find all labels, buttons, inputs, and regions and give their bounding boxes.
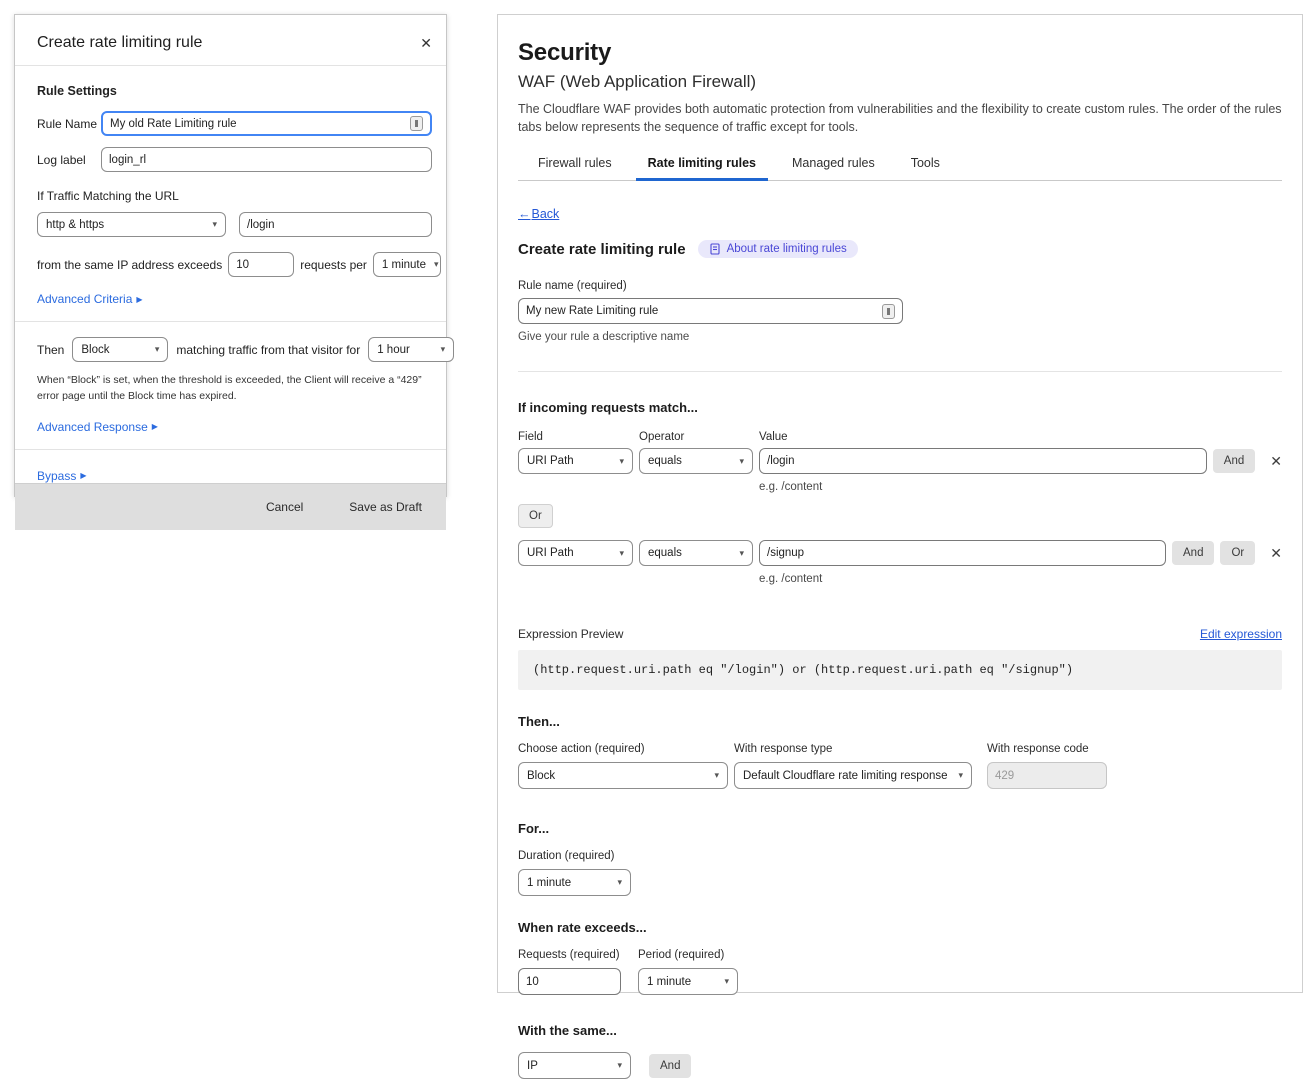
dialog-header bbox=[15, 15, 446, 66]
remove-condition-icon[interactable]: ✕ bbox=[1270, 452, 1282, 469]
triangle-right-icon: ▶ bbox=[136, 294, 143, 304]
chevron-down-icon: ▾ bbox=[440, 344, 446, 354]
divider bbox=[15, 449, 446, 450]
arrow-left-icon: ← bbox=[518, 207, 531, 222]
and-button[interactable]: And bbox=[1172, 541, 1214, 565]
field-column-label: Field bbox=[518, 431, 543, 444]
threshold-row bbox=[37, 252, 439, 277]
response-type-column bbox=[734, 743, 972, 789]
action-select[interactable]: Block ▾ bbox=[72, 337, 168, 362]
action-select[interactable]: Block ▾ bbox=[518, 762, 728, 789]
then-suffix-text: matching traffic from that visitor for bbox=[176, 342, 361, 357]
expression-code: (http.request.uri.path eq "/login") or (http.request.uri.path eq "/signup") bbox=[518, 650, 1282, 690]
doc-icon bbox=[709, 243, 721, 255]
requests-field-wrap bbox=[228, 252, 294, 277]
log-label-input[interactable] bbox=[109, 154, 424, 166]
chevron-down-icon: ▾ bbox=[619, 547, 624, 558]
requests-column bbox=[518, 949, 621, 995]
value-input[interactable] bbox=[767, 547, 1158, 559]
value-field-wrap bbox=[759, 540, 1166, 566]
value-field-wrap bbox=[759, 448, 1207, 474]
rule-name-label: Rule Name bbox=[37, 116, 98, 131]
operator-select[interactable]: equals ▾ bbox=[639, 540, 753, 566]
page-description: The Cloudflare WAF provides both automatic protection from vulnerabilities and the flexibility to create custom rules. The order of the rules tabs below represents the sequence of traffic except for tools. bbox=[518, 102, 1282, 135]
remove-condition-icon[interactable]: ✕ bbox=[1270, 544, 1282, 561]
dialog-body bbox=[15, 66, 446, 483]
and-button[interactable]: And bbox=[1213, 449, 1255, 473]
then-columns bbox=[518, 743, 1282, 789]
autofill-icon bbox=[410, 116, 423, 131]
cancel-button[interactable]: Cancel bbox=[265, 499, 304, 514]
back-link[interactable]: ← Back bbox=[518, 207, 560, 222]
rule-name-field-wrap bbox=[101, 111, 432, 136]
chevron-down-icon: ▾ bbox=[617, 877, 622, 888]
rule-name-input[interactable] bbox=[110, 118, 410, 130]
chevron-down-icon: ▾ bbox=[739, 455, 744, 466]
period-label: Period (required) bbox=[638, 949, 725, 962]
requests-label: Requests (required) bbox=[518, 949, 620, 962]
page-title: Security bbox=[518, 39, 612, 66]
then-label: Then bbox=[37, 342, 65, 357]
log-label-row bbox=[37, 147, 432, 172]
advanced-criteria-link[interactable]: Advanced Criteria ▶ bbox=[37, 292, 143, 306]
divider bbox=[15, 321, 446, 322]
close-icon[interactable]: ✕ bbox=[420, 35, 432, 51]
edit-expression-link[interactable]: Edit expression bbox=[1199, 627, 1282, 642]
dialog-footer bbox=[15, 483, 446, 530]
rule-name-block bbox=[518, 280, 1282, 343]
or-connector-wrap bbox=[518, 504, 1282, 528]
chevron-down-icon: ▾ bbox=[739, 547, 744, 558]
response-code-column bbox=[987, 743, 1107, 789]
url-match-row bbox=[37, 212, 432, 237]
duration-columns bbox=[518, 850, 1282, 896]
value-hint-text: e.g. /content bbox=[759, 481, 823, 494]
operator-column-label: Operator bbox=[639, 431, 685, 444]
period-column bbox=[638, 949, 738, 995]
scheme-select[interactable]: http & https ▾ bbox=[37, 212, 226, 237]
period-select[interactable]: 1 minute ▾ bbox=[638, 968, 738, 995]
url-field-wrap bbox=[239, 212, 432, 237]
same-heading: With the same... bbox=[518, 1023, 617, 1039]
log-label-label: Log label bbox=[37, 152, 86, 167]
response-code-label: With response code bbox=[987, 743, 1089, 756]
rate-heading: When rate exceeds... bbox=[518, 920, 647, 936]
rule-name-field-wrap bbox=[518, 298, 903, 324]
action-column bbox=[518, 743, 728, 789]
chevron-down-icon: ▾ bbox=[434, 259, 439, 269]
requests-input[interactable] bbox=[236, 259, 286, 271]
block-note-text: When “Block” is set, when the threshold is exceeded, the Client will receive a “429” error page until the Block time has expired. bbox=[37, 374, 422, 403]
for-heading: For... bbox=[518, 821, 550, 837]
divider bbox=[518, 371, 1282, 372]
advanced-response-link[interactable]: Advanced Response ▶ bbox=[37, 419, 158, 434]
form-title-row bbox=[518, 240, 1282, 258]
action-label: Choose action (required) bbox=[518, 743, 645, 756]
security-waf-panel bbox=[497, 14, 1303, 1072]
expression-header bbox=[518, 627, 1282, 641]
exceeds-prefix-text: from the same IP address exceeds bbox=[37, 257, 223, 272]
then-heading: Then... bbox=[518, 714, 560, 730]
operator-select[interactable]: equals ▾ bbox=[639, 448, 753, 474]
rule-name-help-text: Give your rule a descriptive name bbox=[518, 331, 690, 344]
period-select[interactable]: 1 minute ▾ bbox=[373, 252, 441, 277]
chevron-down-icon: ▾ bbox=[724, 976, 729, 987]
field-select[interactable]: URI Path ▾ bbox=[518, 448, 633, 474]
rule-name-label: Rule name (required) bbox=[518, 280, 627, 293]
tab-firewall-rules[interactable]: Firewall rules bbox=[538, 156, 612, 171]
chevron-down-icon: ▾ bbox=[154, 344, 160, 354]
or-button[interactable]: Or bbox=[1220, 541, 1255, 565]
duration-select[interactable]: 1 minute ▾ bbox=[518, 869, 631, 896]
duration-column bbox=[518, 850, 631, 896]
response-type-select[interactable]: Default Cloudflare rate limiting response ▾ bbox=[734, 762, 972, 789]
condition-column-labels bbox=[518, 431, 1282, 443]
bypass-link[interactable]: Bypass ▶ bbox=[37, 468, 87, 483]
about-rate-limiting-rules-badge[interactable]: About rate limiting rules bbox=[698, 240, 858, 258]
tab-tools[interactable]: Tools bbox=[910, 156, 940, 171]
form-title: Create rate limiting rule bbox=[518, 240, 686, 258]
response-code-field-wrap bbox=[987, 762, 1107, 789]
rate-columns bbox=[518, 949, 1282, 995]
then-row bbox=[37, 337, 446, 362]
value-column-label: Value bbox=[759, 431, 788, 444]
rule-name-input[interactable] bbox=[526, 305, 882, 317]
requests-per-text: requests per bbox=[300, 257, 367, 272]
dialog-title: Create rate limiting rule bbox=[37, 34, 203, 51]
chevron-down-icon: ▾ bbox=[617, 1060, 622, 1071]
tab-managed-rules[interactable]: Managed rules bbox=[792, 156, 875, 171]
chevron-down-icon: ▾ bbox=[958, 770, 963, 781]
triangle-right-icon: ▶ bbox=[151, 422, 158, 432]
triangle-right-icon: ▶ bbox=[80, 471, 87, 481]
condition-row-2 bbox=[518, 540, 1282, 566]
condition-row-1 bbox=[518, 448, 1282, 474]
characteristic-select[interactable]: IP ▾ bbox=[518, 1052, 631, 1079]
save-as-draft-button[interactable]: Save as Draft bbox=[349, 499, 422, 514]
create-rate-limiting-rule-dialog bbox=[14, 14, 447, 514]
requests-field-wrap bbox=[518, 968, 621, 995]
response-code-input bbox=[995, 770, 1099, 782]
field-select[interactable]: URI Path ▾ bbox=[518, 540, 633, 566]
value-hint-text: e.g. /content bbox=[759, 573, 823, 586]
page-subtitle: WAF (Web Application Firewall) bbox=[518, 72, 757, 91]
rule-settings-heading: Rule Settings bbox=[37, 84, 117, 98]
and-characteristic-button[interactable]: And bbox=[649, 1054, 691, 1078]
log-label-field-wrap bbox=[101, 147, 432, 172]
autofill-icon bbox=[882, 304, 895, 319]
waf-tabs bbox=[518, 150, 1282, 181]
same-row bbox=[518, 1052, 1282, 1079]
match-heading: If incoming requests match... bbox=[518, 400, 698, 416]
requests-input[interactable] bbox=[526, 976, 613, 988]
response-type-label: With response type bbox=[734, 743, 833, 756]
chevron-down-icon: ▾ bbox=[212, 219, 217, 229]
tab-rate-limiting-rules[interactable]: Rate limiting rules bbox=[648, 150, 756, 180]
rule-name-row bbox=[37, 111, 432, 136]
or-connector-button[interactable]: Or bbox=[518, 504, 553, 528]
url-input[interactable] bbox=[247, 219, 424, 231]
chevron-down-icon: ▾ bbox=[619, 455, 624, 466]
duration-label: Duration (required) bbox=[518, 850, 615, 863]
block-duration-select[interactable]: 1 hour ▾ bbox=[368, 337, 454, 362]
expression-preview-label: Expression Preview bbox=[518, 627, 624, 642]
value-input[interactable] bbox=[767, 455, 1199, 467]
chevron-down-icon: ▾ bbox=[714, 770, 719, 781]
traffic-matching-heading: If Traffic Matching the URL bbox=[37, 189, 179, 203]
